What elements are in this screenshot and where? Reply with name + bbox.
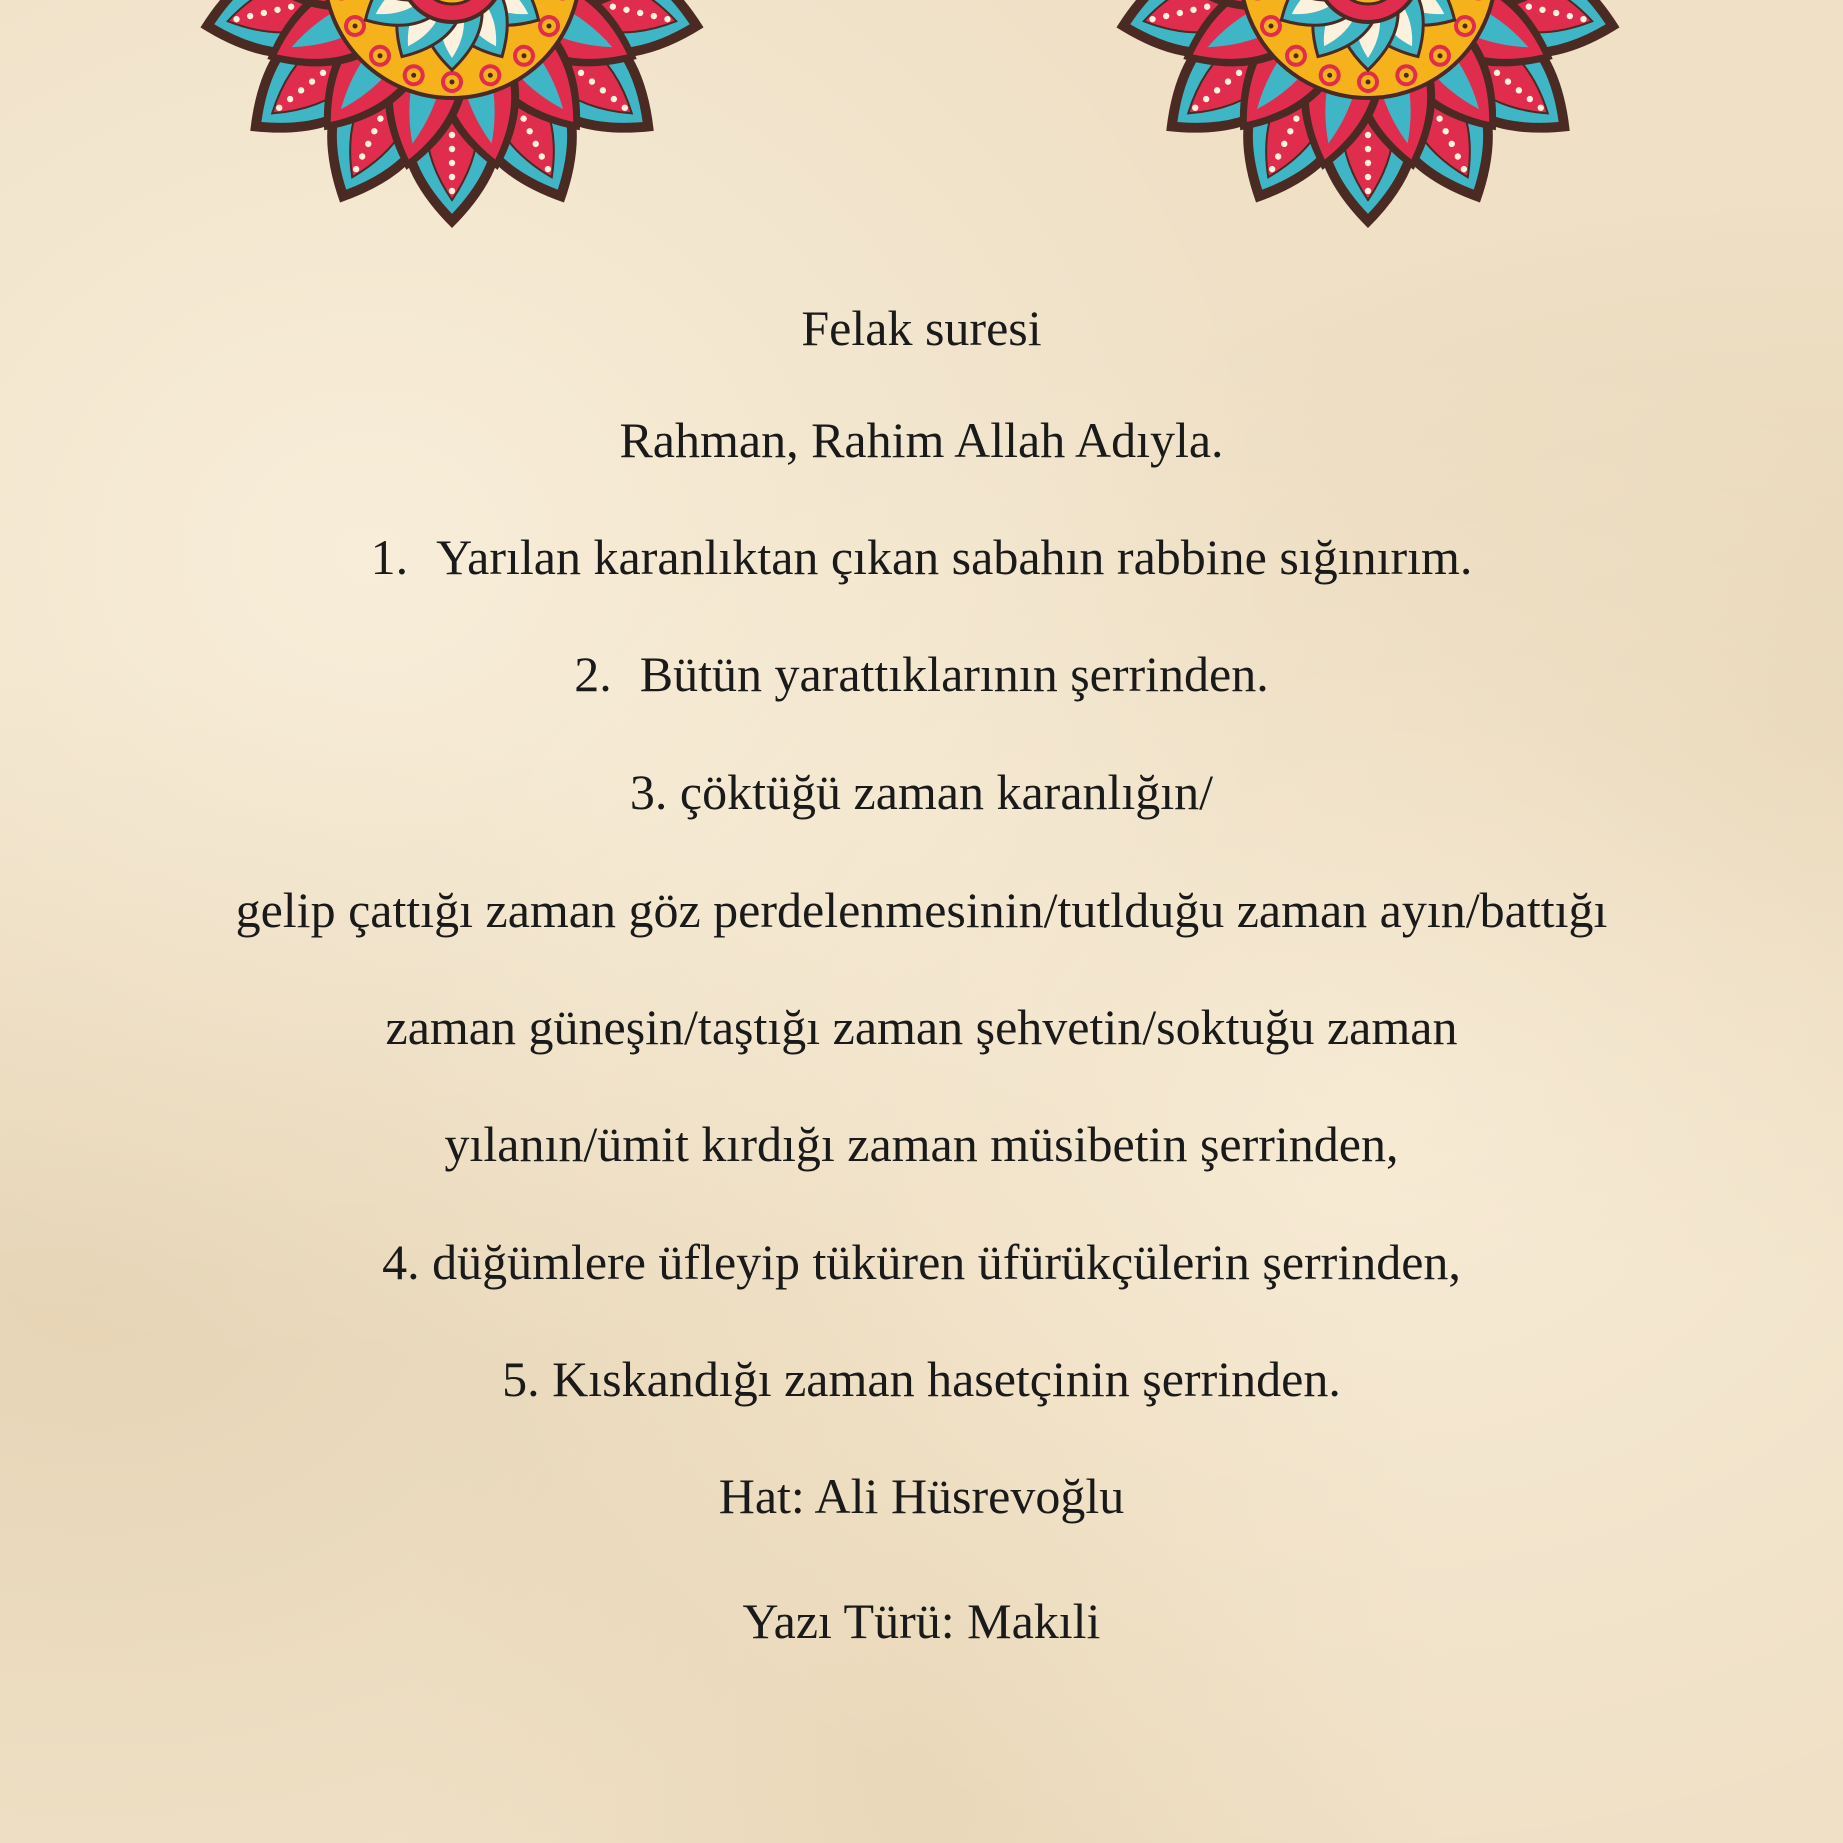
basmala-line: Rahman, Rahim Allah Adıyla. — [619, 412, 1224, 468]
verse-3-line-4: yılanın/ümit kırdığı zaman müsibetin şerrinden, — [444, 1116, 1399, 1172]
verse-3-line-3: zaman güneşin/taştığı zaman şehvetin/soktuğu zaman — [385, 999, 1458, 1055]
script-type-label: Yazı Türü: Makıli — [742, 1593, 1101, 1649]
verse-2 — [0, 644, 1843, 704]
verse-4: 4. düğümlere üfleyip tüküren üfürükçülerin şerrinden, — [382, 1234, 1461, 1290]
verse-3-line-1: 3. çöktüğü zaman karanlığın/ — [629, 764, 1214, 820]
verse-text: Yarılan karanlıktan çıkan sabahın rabbine sığınırım. — [436, 529, 1473, 585]
verse-1 — [0, 527, 1843, 587]
verse-5: 5. Kıskandığı zaman hasetçinin şerrinden. — [502, 1351, 1341, 1407]
calligrapher-credit: Hat: Ali Hüsrevoğlu — [718, 1468, 1125, 1524]
verse-3-line-2: gelip çattığı zaman göz perdelenmesinin/tutlduğu zaman ayın/battığı — [235, 882, 1608, 938]
verse-number: 1. — [370, 529, 409, 585]
verse-number: 2. — [574, 646, 612, 702]
page-title: Felak suresi — [801, 300, 1042, 356]
verse-text: Bütün yarattıklarının şerrinden. — [639, 646, 1269, 702]
